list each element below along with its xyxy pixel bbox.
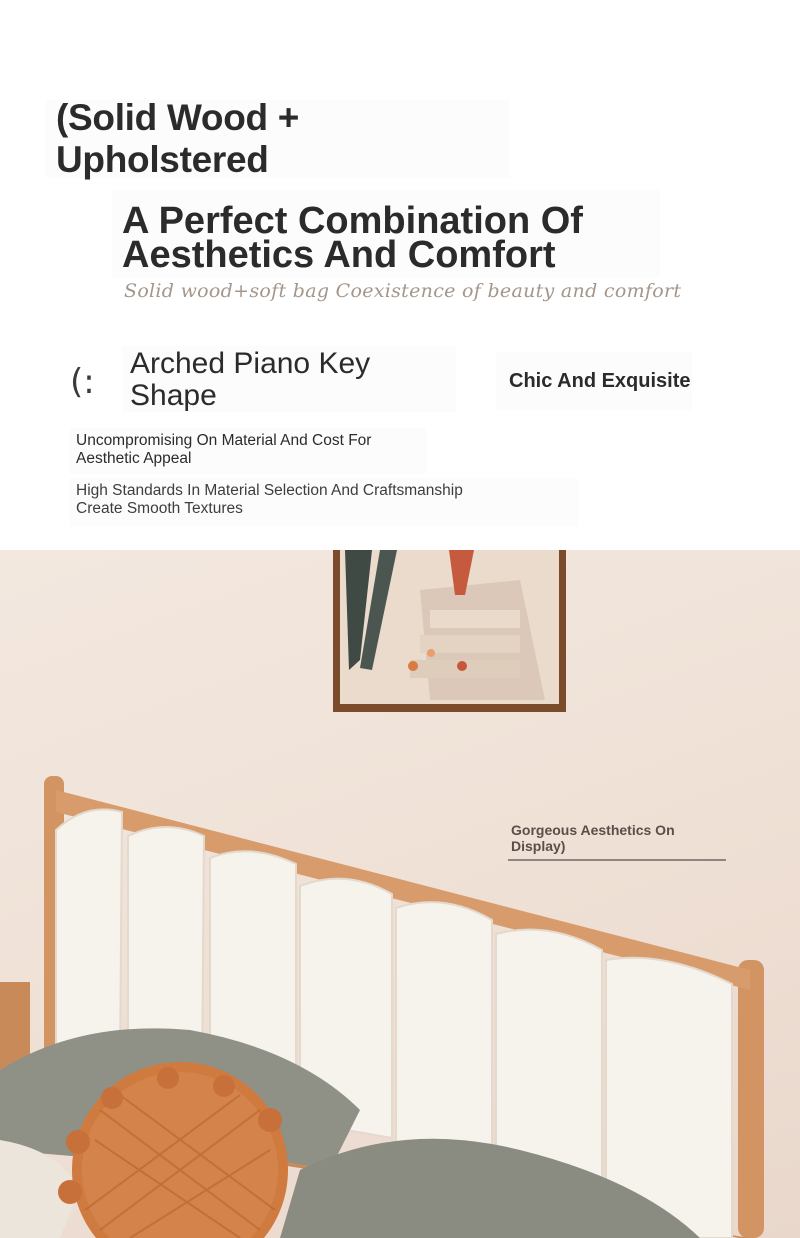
feature-paragraph-2-line-1: High Standards In Material Selection And Craftsmanship xyxy=(76,482,463,499)
caption-divider xyxy=(508,859,726,861)
feature-paragraph-1 xyxy=(70,428,426,474)
feature-arched-title xyxy=(122,346,456,412)
headline-line-2: Aesthetics And Comfort xyxy=(122,234,556,276)
bed-illustration xyxy=(0,550,800,1238)
wall-art-frame xyxy=(333,550,566,712)
photo-caption xyxy=(511,822,721,854)
feature-paragraph-1-line-2: Aesthetic Appeal xyxy=(76,450,192,467)
feature-chic-text: Chic And Exquisite xyxy=(509,369,691,392)
headline-line-1: A Perfect Combination Of xyxy=(122,200,583,242)
feature-chic-label xyxy=(496,352,692,410)
feature-arched-line-2: Shape xyxy=(130,379,217,412)
feature-arched-line-1: Arched Piano Key xyxy=(130,347,371,380)
feature-paragraph-2 xyxy=(70,478,578,526)
product-title-text: (Solid Wood + Upholstered xyxy=(56,97,300,180)
feature-paragraph-1-line-1: Uncompromising On Material And Cost For xyxy=(76,432,372,449)
bed-product-photo xyxy=(0,550,800,1238)
photo-caption-line-2: Display) xyxy=(511,838,566,854)
decorative-smile-icon: (: xyxy=(70,362,95,402)
script-tagline: Solid wood+soft bag Coexistence of beauty and comfort xyxy=(124,280,682,302)
photo-caption-line-1: Gorgeous Aesthetics On xyxy=(511,822,675,838)
feature-paragraph-2-line-2: Create Smooth Textures xyxy=(76,500,243,517)
product-title xyxy=(46,97,510,180)
headline xyxy=(112,190,660,278)
